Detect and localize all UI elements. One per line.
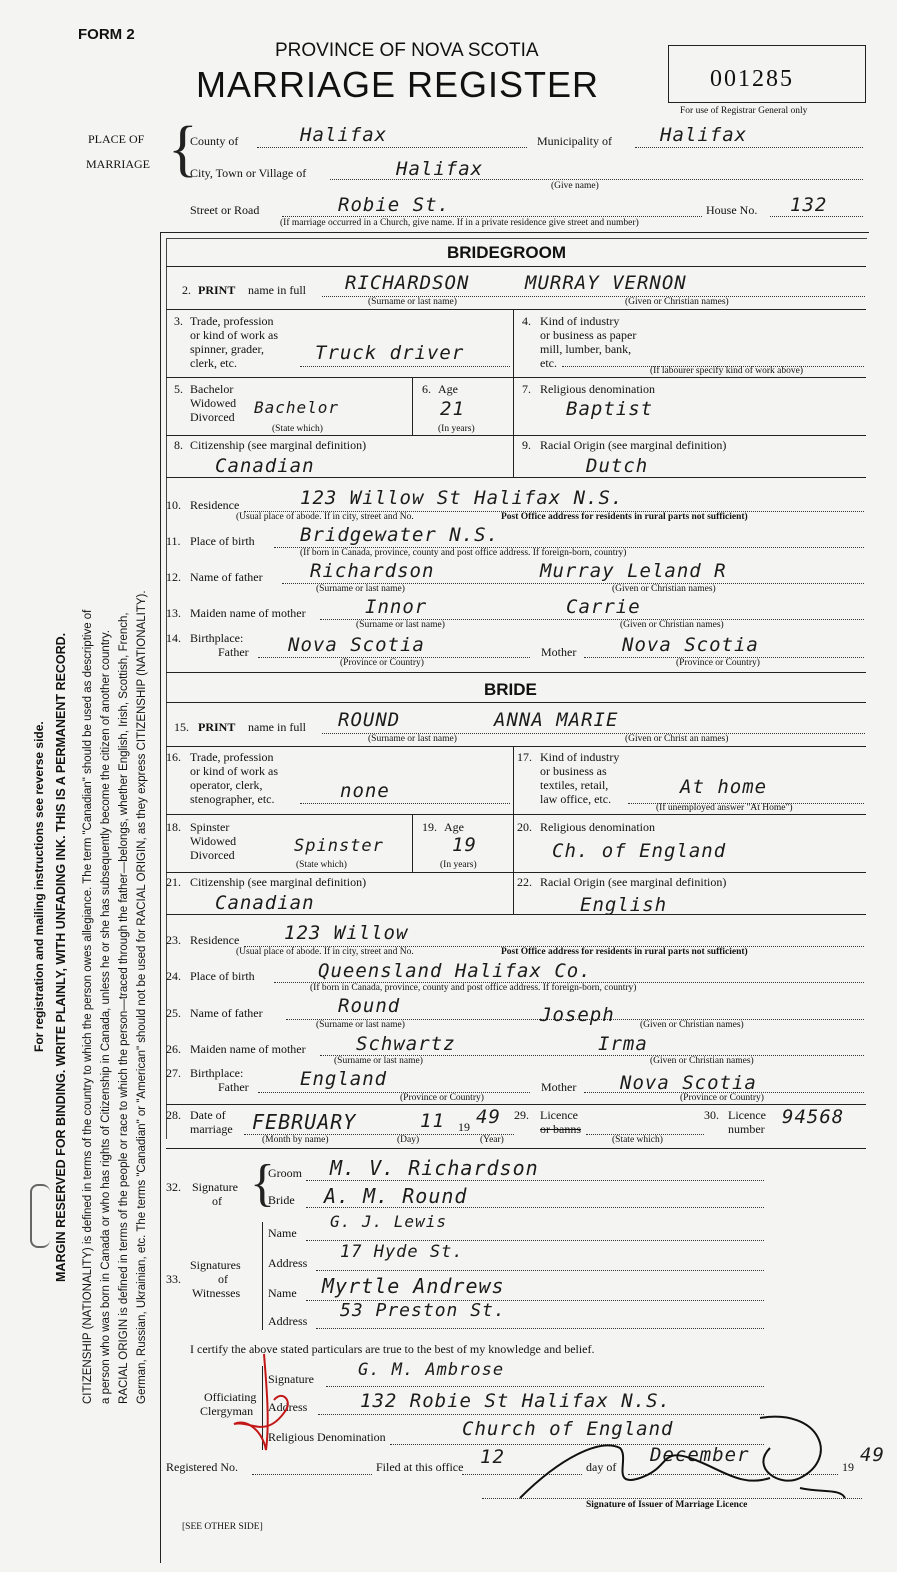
field-2-label: name in full: [248, 283, 306, 297]
surname-hint: (Surname or last name): [316, 584, 405, 594]
field-20-num: 20.: [517, 820, 532, 834]
clergy-denomination-label: Religious Denomination: [268, 1430, 386, 1444]
marriage-year: 49: [476, 1106, 501, 1128]
field-27-label: Birthplace:: [190, 1066, 244, 1080]
witness-2-address-label: Address: [268, 1314, 308, 1328]
municipality-label: Municipality of: [537, 134, 612, 148]
field-18-label: Spinster: [190, 820, 230, 834]
groom-surname: RICHARDSON: [345, 272, 470, 294]
field-15-label: name in full: [248, 720, 306, 734]
field-4-num: 4.: [522, 314, 531, 328]
field-11-label: Place of birth: [190, 534, 255, 548]
bride-mother-given: Irma: [598, 1033, 648, 1055]
field-29-label: Licence: [540, 1108, 578, 1122]
bride-status: Spinster: [294, 836, 384, 856]
residence-hint: Post Office address for residents in rural parts not sufficient): [501, 947, 748, 957]
see-other-side: [SEE OTHER SIDE]: [182, 1522, 263, 1532]
margin-line-2: MARGIN RESERVED FOR BINDING. WRITE PLAINLY, WITH UNFADING INK. THIS IS A PERMANENT RECORD.: [54, 632, 68, 1282]
signature-brace: {: [250, 1155, 275, 1212]
field-33-label: Signatures: [190, 1258, 241, 1272]
field-5-label: Divorced: [190, 410, 235, 424]
clergy-address-label: Address: [268, 1400, 308, 1414]
bride-father-birthplace: England: [300, 1068, 388, 1090]
field-16-label: Trade, profession: [190, 750, 274, 764]
mother-label: Mother: [541, 1080, 577, 1094]
filed-day: 12: [480, 1446, 505, 1468]
bride-religion: Ch. of England: [552, 840, 727, 862]
margin-line-6: German, Russian, Ukrainian, etc. The terms "Canadian" or "American" should not be used for RACIAL ORIGIN, as they express CITIZENSHIP (NATIONALITY).: [136, 590, 148, 1404]
given-hint: (Given or Christian names): [612, 584, 716, 594]
field-16-label: or kind of work as: [190, 764, 278, 778]
groom-father-birthplace: Nova Scotia: [288, 634, 425, 656]
clergy-denomination: Church of England: [462, 1418, 674, 1440]
field-19-label: Age: [444, 820, 464, 834]
field-3-label: spinner, grader,: [190, 342, 265, 356]
field-3-label: clerk, etc.: [190, 356, 237, 370]
province-hint: (Province or Country): [400, 1093, 484, 1103]
age-hint: (In years): [438, 424, 475, 434]
field-30-label: number: [728, 1122, 765, 1136]
licence-number: 94568: [782, 1106, 845, 1128]
field-3-label: Trade, profession: [190, 314, 274, 328]
binding-clip: [30, 1184, 50, 1248]
residence-hint: (Usual place of abode. If in city, street and No.: [236, 947, 414, 957]
birthplace-hint: (If born in Canada, province, county and post office address. If foreign-born, country): [310, 983, 637, 993]
field-14-label: Father: [218, 645, 249, 659]
field-3-num: 3.: [174, 314, 183, 328]
marriage-year-prefix: 19: [458, 1120, 470, 1134]
place-label-1: PLACE OF: [88, 132, 145, 146]
field-19-num: 19.: [422, 820, 437, 834]
field-32-num: 32.: [166, 1180, 181, 1194]
witness-2-address: 53 Preston St.: [340, 1300, 506, 1321]
filed-label: Filed at this office: [376, 1460, 464, 1474]
field-13-num: 13.: [166, 606, 181, 620]
field-4-label: etc.: [540, 356, 557, 370]
field-16-label: stenographer, etc.: [190, 792, 275, 806]
marriage-month: FEBRUARY: [252, 1110, 357, 1134]
field-29-num: 29.: [514, 1108, 529, 1122]
bride-origin: English: [580, 894, 668, 916]
field-25-label: Name of father: [190, 1006, 263, 1020]
field-22-num: 22.: [517, 875, 532, 889]
field-7-label: Religious denomination: [540, 382, 655, 396]
bride-residence: 123 Willow: [284, 922, 409, 944]
page-title: MARRIAGE REGISTER: [196, 64, 600, 105]
registered-no-label: Registered No.: [166, 1460, 238, 1474]
field-17-label: or business as: [540, 764, 607, 778]
bride-father-surname: Round: [338, 995, 401, 1017]
field-6-label: Age: [438, 382, 458, 396]
field-29-label: or banns: [540, 1122, 581, 1136]
field-28-label: marriage: [190, 1122, 233, 1136]
field-20-label: Religious denomination: [540, 820, 655, 834]
surname-hint: (Surname or last name): [316, 1020, 405, 1030]
groom-mother-given: Carrie: [566, 596, 641, 618]
given-hint: (Given or Christian names): [620, 620, 724, 630]
margin-line-5: RACIAL ORIGIN is defined in terms of the people or race to which the person—traced through the father—belongs, whether English, Irish, Scottish, French,: [118, 612, 130, 1404]
house-label: House No.: [706, 203, 758, 217]
field-17-label: Kind of industry: [540, 750, 620, 764]
status-hint: (State which): [296, 860, 347, 870]
groom-signature: M. V. Richardson: [330, 1156, 539, 1180]
status-hint: (State which): [272, 424, 323, 434]
field-15-print: PRINT: [198, 720, 236, 734]
margin-line-1: For registration and mailing instructions see reverse side.: [32, 721, 46, 1052]
field-11-num: 11.: [166, 534, 181, 548]
groom-birthplace: Bridgewater N.S.: [300, 524, 500, 546]
field-26-label: Maiden name of mother: [190, 1042, 306, 1056]
field-16-label: operator, clerk,: [190, 778, 263, 792]
field-17-label: textiles, retail,: [540, 778, 609, 792]
city-value: Halifax: [396, 158, 484, 180]
bride-heading: BRIDE: [484, 680, 537, 699]
groom-surname-hint: (Surname or last name): [368, 297, 457, 307]
field-28-label: Date of: [190, 1108, 226, 1122]
bride-father-given: Joseph: [540, 1004, 615, 1026]
year-hint: (Year): [480, 1135, 504, 1145]
field-17-label: law office, etc.: [540, 792, 612, 806]
groom-residence: 123 Willow St Halifax N.S.: [300, 487, 624, 509]
officiating-label: Clergyman: [200, 1404, 254, 1418]
field-10-label: Residence: [190, 498, 240, 512]
field-21-num: 21.: [166, 875, 181, 889]
field-4-hint: (If labourer specify kind of work above): [650, 366, 803, 376]
field-7-num: 7.: [522, 382, 531, 396]
field-22-label: Racial Origin (see marginal definition): [540, 875, 727, 889]
field-4-label: mill, lumber, bank,: [540, 342, 632, 356]
marriage-day: 11: [420, 1110, 445, 1132]
field-18-label: Divorced: [190, 848, 235, 862]
certify-text: I certify the above stated particulars are true to the best of my knowledge and belief.: [190, 1342, 595, 1356]
registrar-note: For use of Registrar General only: [680, 106, 808, 116]
field-24-label: Place of birth: [190, 969, 255, 983]
surname-hint: (Surname or last name): [356, 620, 445, 630]
province-hint: (Province or Country): [340, 658, 424, 668]
field-5-label: Bachelor: [190, 382, 234, 396]
bride-mother-surname: Schwartz: [356, 1033, 456, 1055]
given-hint: (Given or Christian names): [650, 1056, 754, 1066]
field-2-num: 2.: [182, 283, 191, 297]
place-label-2: MARRIAGE: [86, 157, 151, 171]
witness-1-address: 17 Hyde St.: [340, 1242, 464, 1262]
field-9-label: Racial Origin (see marginal definition): [540, 438, 727, 452]
place-brace: {: [168, 115, 198, 183]
province-title: PROVINCE OF NOVA SCOTIA: [275, 40, 539, 61]
bride-signature: A. M. Round: [324, 1184, 468, 1208]
field-8-label: Citizenship (see marginal definition): [190, 438, 367, 452]
margin-line-3: CITIZENSHIP (NATIONALITY) is defined in terms of the country to which the person owes allegiance. The term "Canadian" should be used as descriptive of: [82, 609, 94, 1404]
field-6-num: 6.: [422, 382, 431, 396]
province-hint: (Province or Country): [680, 1093, 764, 1103]
field-18-num: 18.: [166, 820, 181, 834]
city-label: City, Town or Village of: [190, 166, 307, 180]
form-number: FORM 2: [78, 26, 135, 43]
field-10-num: 10.: [166, 498, 181, 512]
groom-mother-birthplace: Nova Scotia: [622, 634, 759, 656]
field-3-label: or kind of work as: [190, 328, 278, 342]
officiating-label: Officiating: [204, 1390, 257, 1404]
witness-1-address-label: Address: [268, 1256, 308, 1270]
bride-surname: ROUND: [338, 709, 401, 731]
bride-given: ANNA MARIE: [494, 709, 619, 731]
field-5-num: 5.: [174, 382, 183, 396]
bridegroom-heading: BRIDEGROOM: [447, 243, 566, 262]
red-check-mark: [226, 1350, 306, 1470]
county-label: County of: [190, 134, 239, 148]
residence-hint: (Usual place of abode. If in city, street and No.: [236, 512, 414, 522]
field-33-label: Witnesses: [192, 1286, 241, 1300]
groom-citizenship: Canadian: [215, 455, 315, 477]
field-17-num: 17.: [517, 750, 532, 764]
issuer-signature-label: Signature of Issuer of Marriage Licence: [586, 1500, 748, 1510]
field-21-label: Citizenship (see marginal definition): [190, 875, 367, 889]
field-2-print: PRINT: [198, 283, 236, 297]
field-23-label: Residence: [190, 933, 240, 947]
field-8-num: 8.: [174, 438, 183, 452]
given-hint: (Given or Christ an names): [625, 734, 729, 744]
field-32-label: of: [212, 1194, 222, 1208]
field-33-num: 33.: [166, 1272, 181, 1286]
field-33-label: of: [218, 1272, 228, 1286]
field-15-num: 15.: [174, 720, 189, 734]
field-18-label: Widowed: [190, 834, 237, 848]
mother-label: Mother: [541, 645, 577, 659]
witness-2-name-label: Name: [268, 1286, 297, 1300]
street-value: Robie St.: [338, 194, 450, 216]
street-label: Street or Road: [190, 203, 260, 217]
month-hint: (Month by name): [262, 1135, 329, 1145]
filed-year: 49: [860, 1444, 885, 1466]
field-13-label: Maiden name of mother: [190, 606, 306, 620]
city-hint: (Give name): [551, 181, 599, 191]
county-value: Halifax: [300, 124, 388, 146]
groom-religion: Baptist: [566, 398, 654, 420]
bride-industry: At home: [680, 776, 768, 798]
bride-birthplace: Queensland Halifax Co.: [318, 960, 592, 982]
field-24-num: 24.: [166, 969, 181, 983]
field-14-num: 14.: [166, 631, 181, 645]
filed-year-prefix: 19: [842, 1460, 854, 1474]
day-hint: (Day): [397, 1135, 420, 1145]
bride-label: Bride: [268, 1193, 295, 1207]
groom-mother-surname: Innor: [365, 596, 428, 618]
groom-given-hint: (Given or Christian names): [625, 297, 729, 307]
groom-age: 21: [440, 398, 465, 420]
filed-month: December: [650, 1444, 750, 1466]
groom-father-surname: Richardson: [310, 560, 435, 582]
field-27-num: 27.: [166, 1066, 181, 1080]
surname-hint: (Surname or last name): [368, 734, 457, 744]
church-note: (If marriage occurred in a Church, give name. If in a private residence give street and number): [280, 218, 639, 228]
day-of-label: day of: [586, 1460, 617, 1474]
margin-line-4: a person who was born in Canada or who has rights of Citizenship in Canada, unless he or she has subsequently become the citizen of another country.: [100, 630, 112, 1404]
groom-trade: Truck driver: [315, 342, 465, 364]
groom-origin: Dutch: [586, 455, 649, 477]
licence-type-hint: (State which): [612, 1135, 663, 1145]
issuer-signature: [500, 1398, 850, 1508]
groom-status: Bachelor: [254, 398, 340, 417]
groom-label: Groom: [268, 1166, 302, 1180]
field-12-num: 12.: [166, 570, 181, 584]
groom-father-given: Murray Leland R: [540, 560, 727, 582]
field-32-label: Signature: [192, 1180, 238, 1194]
witness-2-signature: Myrtle Andrews: [322, 1274, 505, 1298]
bride-age: 19: [452, 834, 477, 856]
groom-given: MURRAY VERNON: [525, 272, 687, 294]
house-value: 132: [790, 194, 828, 216]
field-9-num: 9.: [522, 438, 531, 452]
residence-hint: Post Office address for residents in rural parts not sufficient): [501, 512, 748, 522]
bride-mother-birthplace: Nova Scotia: [620, 1072, 757, 1094]
age-hint: (In years): [440, 860, 477, 870]
field-30-label: Licence: [728, 1108, 766, 1122]
surname-hint: (Surname or last name): [334, 1056, 423, 1066]
register-number: 001285: [710, 66, 794, 92]
province-hint: (Province or Country): [676, 658, 760, 668]
field-17-hint: (If unemployed answer "At Home"): [656, 803, 793, 813]
witness-1-signature: G. J. Lewis: [330, 1212, 447, 1231]
field-25-num: 25.: [166, 1006, 181, 1020]
field-26-num: 26.: [166, 1042, 181, 1056]
field-14-label: Birthplace:: [190, 631, 244, 645]
municipality-value: Halifax: [660, 124, 748, 146]
field-16-num: 16.: [166, 750, 181, 764]
field-12-label: Name of father: [190, 570, 263, 584]
field-5-label: Widowed: [190, 396, 237, 410]
field-30-num: 30.: [704, 1108, 719, 1122]
field-4-label: or business as paper: [540, 328, 637, 342]
given-hint: (Given or Christian names): [640, 1020, 744, 1030]
clergy-address: 132 Robie St Halifax N.S.: [360, 1390, 671, 1412]
bride-citizenship: Canadian: [215, 892, 315, 914]
clergy-signature: G. M. Ambrose: [358, 1360, 505, 1380]
witness-1-name-label: Name: [268, 1226, 297, 1240]
field-4-label: Kind of industry: [540, 314, 620, 328]
clergy-signature-label: Signature: [268, 1372, 314, 1386]
field-28-num: 28.: [166, 1108, 181, 1122]
bride-trade: none: [340, 780, 390, 802]
field-27-label: Father: [218, 1080, 249, 1094]
birthplace-hint: (If born in Canada, province, county and post office address. If foreign-born, country): [300, 548, 627, 558]
field-23-num: 23.: [166, 933, 181, 947]
